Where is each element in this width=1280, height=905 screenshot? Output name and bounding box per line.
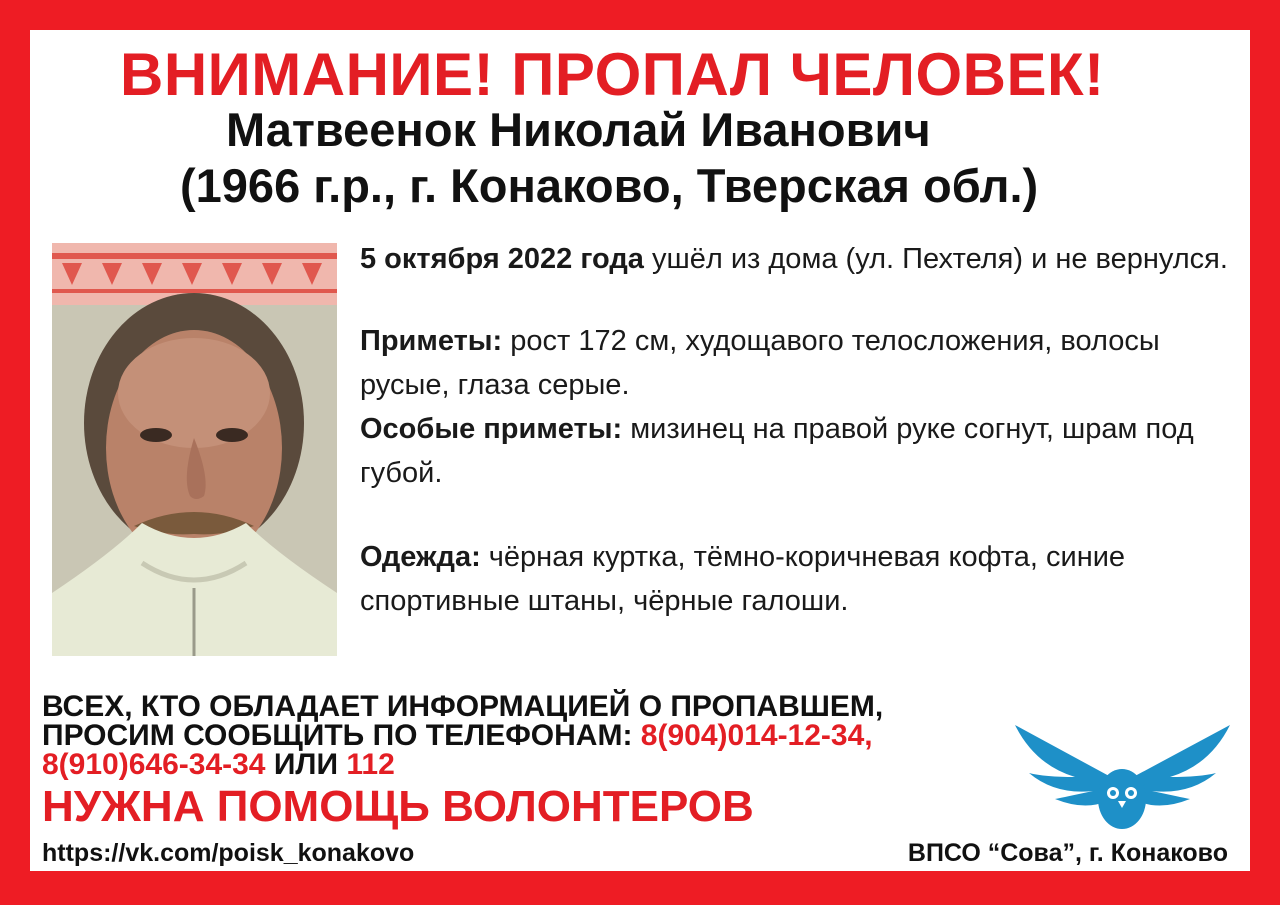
contact-line-2 (42, 721, 1002, 750)
phone-2[interactable]: 8(910)646-34-34 (42, 748, 266, 781)
date-text: ушёл из дома (ул. Пехтеля) и не вернулся. (643, 243, 1228, 275)
contact-line-3 (42, 750, 1002, 779)
contact-request: ПРОСИМ СООБЩИТЬ ПО ТЕЛЕФОНАМ: (42, 719, 641, 752)
clothes-text: чёрная куртка, тёмно-коричневая кофта, синие спортивные штаны, чёрные галоши. (360, 541, 1126, 617)
special-signs-label: Особые приметы: (360, 413, 623, 445)
signs-label: Приметы: (360, 325, 503, 357)
phone-1[interactable]: 8(904)014-12-34, (640, 719, 873, 752)
missing-person-poster (30, 30, 1250, 871)
signs-paragraph (360, 319, 1240, 407)
organization-name: ВПСО “Сова”, г. Конаково (907, 839, 1228, 867)
description (360, 237, 1240, 623)
or-text: ИЛИ (265, 748, 347, 781)
volunteers-needed: НУЖНА ПОМОЩЬ ВОЛОНТЕРОВ (42, 782, 754, 831)
clothes-label: Одежда: (360, 541, 481, 573)
signs-text: рост 172 см, худощавого телосложения, волосы русые, глаза серые. (360, 325, 1160, 401)
disappearance-paragraph (360, 237, 1240, 281)
owl-logo-icon (1015, 725, 1230, 835)
headline: ВНИМАНИЕ! ПРОПАЛ ЧЕЛОВЕК! (120, 41, 1105, 108)
contact-line-1: ВСЕХ, КТО ОБЛАДАЕТ ИНФОРМАЦИЕЙ О ПРОПАВШЕМ, (42, 690, 884, 723)
phone-3[interactable]: 112 (346, 748, 395, 781)
person-photo (52, 243, 337, 656)
special-signs-text: мизинец на правой руке согнут, шрам под губой. (360, 413, 1194, 489)
clothes-paragraph (360, 535, 1240, 623)
vk-link[interactable]: https://vk.com/poisk_konakovo (42, 839, 415, 867)
date-label: 5 октября 2022 года (360, 243, 644, 275)
person-name: Матвеенок Николай Иванович (226, 103, 931, 156)
birth-info: (1966 г.р., г. Конаково, Тверская обл.) (180, 159, 1039, 212)
special-signs-paragraph (360, 407, 1240, 495)
contact-block (42, 692, 1002, 779)
